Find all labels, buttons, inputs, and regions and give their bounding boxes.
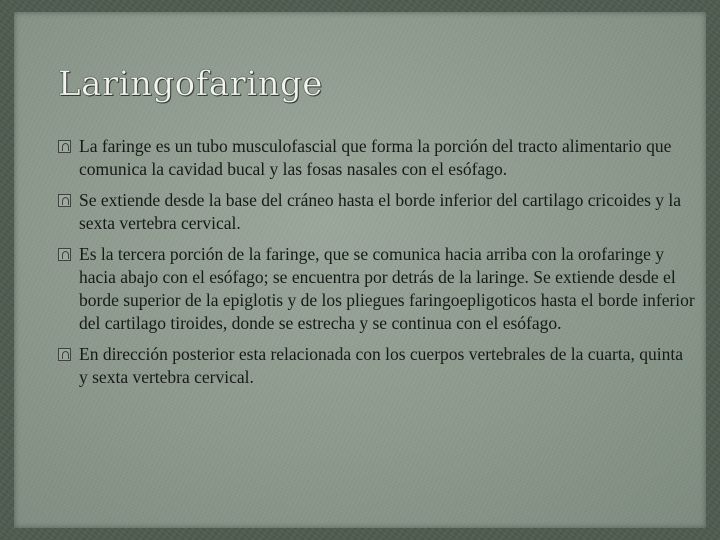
bullet-text: Es la tercera porción de la faringe, que se comunica hacia arriba con la orofaringe y hacia abajo con el esófago; se encuentra por detrás de la laringe. Se extiende desde el borde superior de la epiglotis y de los pliegues faringoepligoticos hasta el borde inferior del cartilago tiroides, donde se estrecha y se continua con el esófago. [79,244,695,333]
content-panel [14,12,706,528]
bullet-marker-icon [58,194,71,207]
bullet-item [58,243,696,335]
bullet-text: En dirección posterior esta relacionada con los cuerpos vertebrales de la cuarta, quinta y sexta vertebra cervical. [79,344,683,387]
bullet-item [58,135,696,181]
bullet-item [58,189,696,235]
bullet-item [58,343,696,389]
slide-title: Laringofaringe [58,64,323,104]
bullet-marker-icon [58,140,71,153]
bullet-marker-icon [58,348,71,361]
bullet-text: La faringe es un tubo musculofascial que forma la porción del tracto alimentario que comunica la cavidad bucal y las fosas nasales con el esófago. [79,136,672,179]
bullet-list [58,135,696,397]
bullet-marker-icon [58,248,71,261]
bullet-text: Se extiende desde la base del cráneo hasta el borde inferior del cartilago cricoides y la sexta vertebra cervical. [79,190,682,233]
